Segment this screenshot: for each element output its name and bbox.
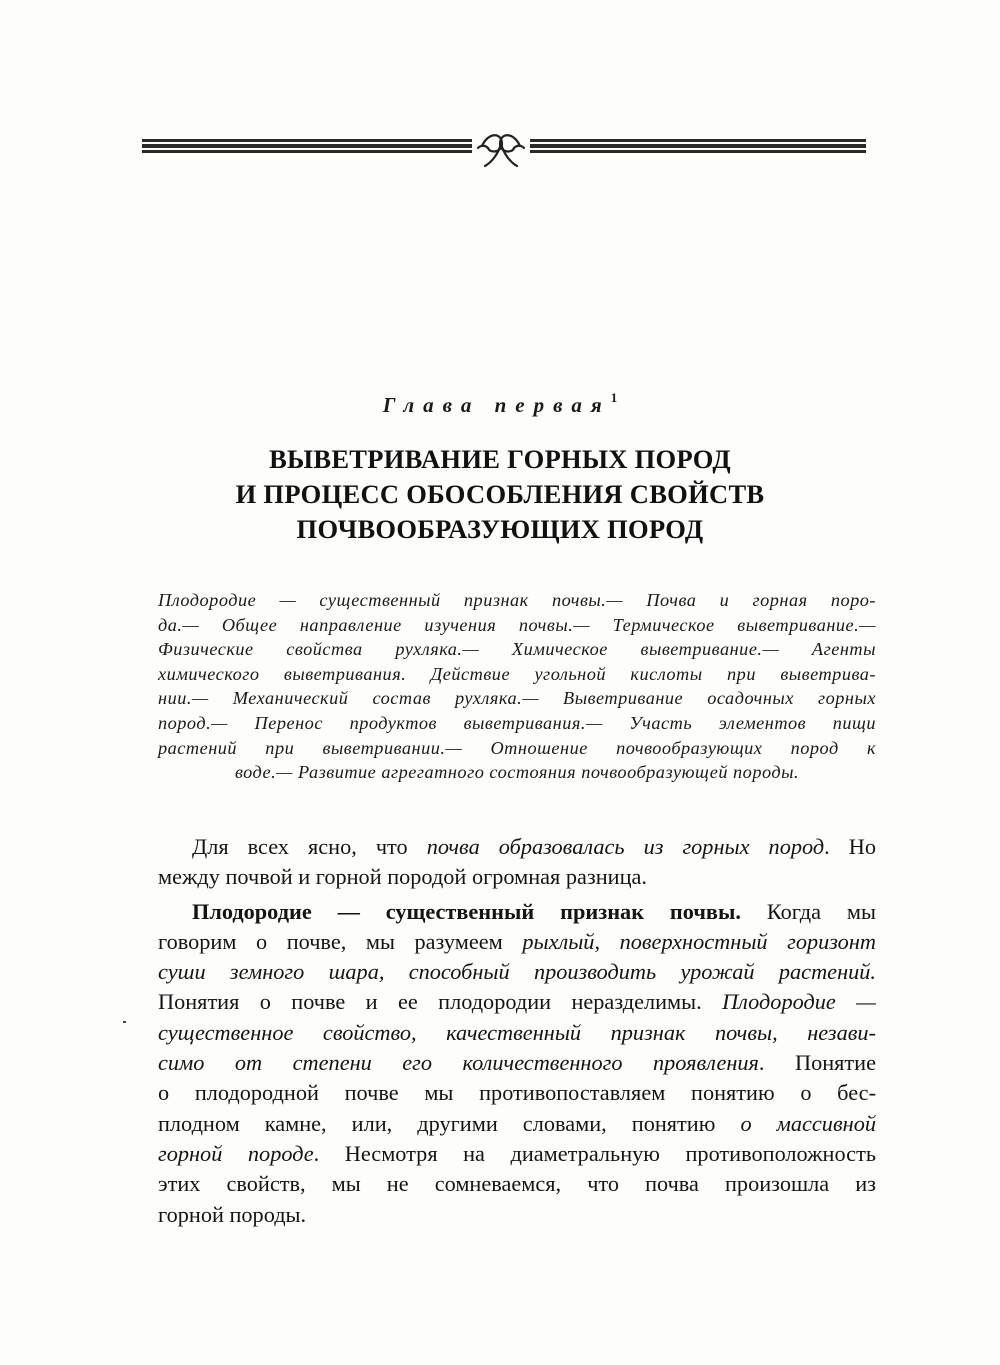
paragraph-line <box>158 897 876 927</box>
italic-run: Плодородие — <box>722 989 876 1015</box>
text-run: . Несмотря на диаметральную противоположность <box>313 1140 876 1166</box>
paragraph-line: горной породы. <box>158 1201 307 1227</box>
text-run: Понятия о почве и ее плодородии неразделимы. <box>158 989 723 1015</box>
chapter-title-line: ВЫВЕТРИВАНИЕ ГОРНЫХ ПОРОД <box>269 444 731 474</box>
paragraph-line: о плодородной почве мы противопоставляем понятию о бес- <box>158 1080 876 1106</box>
text-run: плодном камне, или, другими словами, понятию <box>158 1110 741 1136</box>
ink-speck <box>123 1021 126 1023</box>
text-run: Для всех ясно, что <box>192 834 427 859</box>
text-run: . Но <box>824 834 877 859</box>
summary-line: химического выветривания. Действие угольной кислоты при выветрива- <box>158 663 876 684</box>
paragraph-line <box>158 1048 876 1078</box>
chapter-title <box>0 442 1000 547</box>
chapter-title-line: И ПРОЦЕСС ОБОСОБЛЕНИЯ СВОЙСТВ <box>235 479 765 509</box>
run-in-heading: Плодородие — существенный признак почвы. <box>192 898 741 924</box>
chapter-label-text: Глава первая <box>382 393 611 417</box>
italic-run: рыхлый, поверхностный горизонт <box>522 928 876 954</box>
text-run: говорим о почве, мы разумеем <box>158 928 523 954</box>
chapter-title-line: ПОЧВООБРАЗУЮЩИХ ПОРОД <box>296 514 704 544</box>
paragraph-line <box>158 957 876 987</box>
italic-run: симо от степени его количественного проявления <box>158 1050 759 1076</box>
paragraph-line <box>158 1139 876 1169</box>
italic-run: существенное свойство, качественный признак почвы, незави- <box>158 1019 876 1045</box>
paragraph-line <box>158 987 876 1017</box>
paragraph-line <box>158 927 876 957</box>
summary-line: да.— Общее направление изучения почвы.— Термическое выветривание.— <box>158 614 876 635</box>
text-run: . Понятие <box>758 1050 876 1076</box>
paragraph-line <box>158 1109 876 1139</box>
text-run: Когда мы <box>740 898 876 924</box>
summary-line: растений при выветривании.— Отношение почвообразующих пород к <box>158 737 876 758</box>
summary-line: Плодородие — существенный признак почвы.— Почва и горная поро- <box>158 590 876 610</box>
summary-line: пород.— Перенос продуктов выветривания.— Участь элементов пищи <box>158 712 876 733</box>
paragraph-line <box>158 1018 876 1048</box>
paragraph-line <box>158 832 876 862</box>
paragraph-line: между почвой и горной породой огромная разница. <box>158 864 647 890</box>
italic-run: о массивной <box>740 1110 876 1136</box>
italic-run: горной породе <box>158 1140 314 1166</box>
paragraph-line: этих свойств, мы не сомневаемся, что почва произошла из <box>158 1171 876 1197</box>
italic-run: почва образовалась из горных пород <box>426 834 825 859</box>
summary-line: воде.— Развитие агрегатного состояния почвообразующей породы. <box>234 762 800 783</box>
chapter-summary <box>158 588 876 785</box>
italic-run: суши земного шара, способный производить урожай растений. <box>158 959 876 985</box>
chapter-label <box>0 392 1000 418</box>
header-ornament <box>142 126 866 170</box>
body-text <box>158 832 876 1230</box>
summary-line: нии.— Механический состав рухляка.— Выветривание осадочных горных <box>158 688 876 709</box>
summary-line: Физические свойства рухляка.— Химическое выветривание.— Агенты <box>158 639 876 660</box>
footnote-mark: 1 <box>610 390 618 405</box>
ornament-rule-icon <box>142 126 866 170</box>
